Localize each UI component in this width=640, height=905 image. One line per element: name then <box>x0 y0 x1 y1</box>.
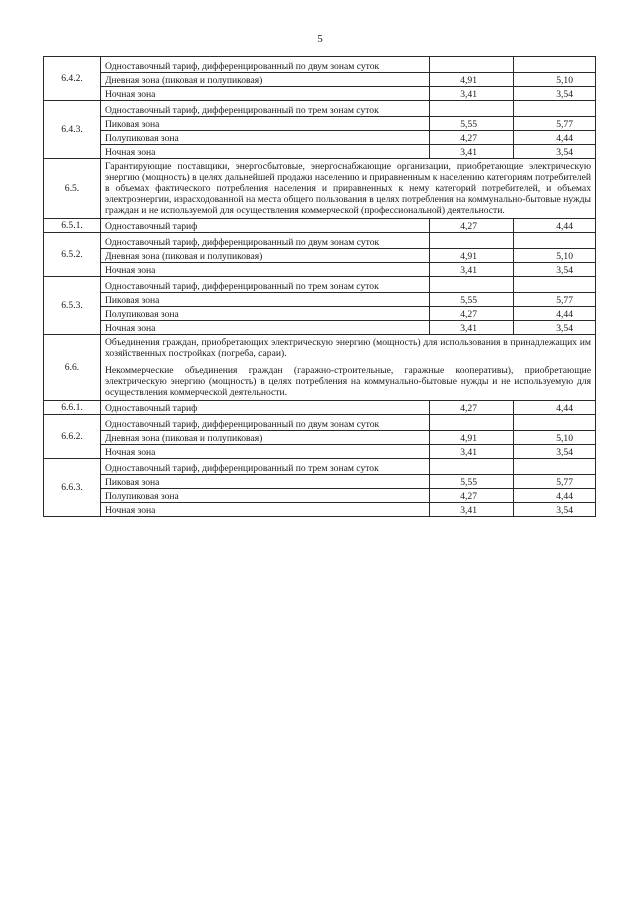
tariff-label: Пиковая зона <box>101 475 430 489</box>
section-description <box>101 335 596 401</box>
tariff-value-2: 4,44 <box>514 219 596 233</box>
tariff-value-2: 3,54 <box>514 321 596 335</box>
description-paragraph: Некоммерческие объединения граждан (гаражно-строительные, гаражные кооперативы), приобретающие электрическую энергию (мощность) в целях потребления на коммунально-бытовые нужды и не используемую для осуществления коммерческой деятельности. <box>105 365 591 398</box>
tariff-value-1: 5,55 <box>430 117 514 131</box>
tariff-label: Одноставочный тариф <box>101 401 430 415</box>
tariff-label: Дневная зона (пиковая и полупиковая) <box>101 73 430 87</box>
section-number: 6.6.2. <box>44 415 101 459</box>
table-row <box>44 445 596 459</box>
tariff-value-2: 3,54 <box>514 503 596 517</box>
tariff-value-1 <box>430 57 514 73</box>
tariff-value-1 <box>430 101 514 117</box>
tariff-value-2 <box>514 101 596 117</box>
tariff-label: Одноставочный тариф, дифференцированный по двум зонам суток <box>101 233 430 249</box>
tariff-value-1 <box>430 415 514 431</box>
description-paragraph: Объединения граждан, приобретающих электрическую энергию (мощность) для использования в принадлежащих им хозяйственных постройках (погреба, сараи). <box>105 337 591 359</box>
tariff-value-2: 5,77 <box>514 475 596 489</box>
section-description <box>101 159 596 219</box>
table-row <box>44 459 596 475</box>
table-row <box>44 101 596 117</box>
tariff-label: Одноставочный тариф, дифференцированный по трем зонам суток <box>101 277 430 293</box>
table-row <box>44 431 596 445</box>
tariff-value-1: 4,91 <box>430 73 514 87</box>
tariff-label: Полупиковая зона <box>101 131 430 145</box>
tariff-label: Дневная зона (пиковая и полупиковая) <box>101 249 430 263</box>
tariff-table-body <box>44 57 596 517</box>
table-row <box>44 307 596 321</box>
table-row <box>44 87 596 101</box>
table-row <box>44 503 596 517</box>
tariff-value-1: 4,27 <box>430 219 514 233</box>
tariff-value-1: 4,91 <box>430 249 514 263</box>
table-row <box>44 73 596 87</box>
section-description-row <box>44 335 596 401</box>
tariff-label: Ночная зона <box>101 145 430 159</box>
table-row <box>44 489 596 503</box>
tariff-value-2: 3,54 <box>514 263 596 277</box>
tariff-value-2: 5,77 <box>514 117 596 131</box>
table-row <box>44 219 596 233</box>
table-row <box>44 321 596 335</box>
tariff-value-2: 3,54 <box>514 145 596 159</box>
table-row <box>44 401 596 415</box>
tariff-value-1 <box>430 459 514 475</box>
table-row <box>44 233 596 249</box>
tariff-label: Ночная зона <box>101 321 430 335</box>
tariff-value-1: 3,41 <box>430 445 514 459</box>
tariff-label: Одноставочный тариф, дифференцированный по двум зонам суток <box>101 57 430 73</box>
tariff-value-2: 3,54 <box>514 87 596 101</box>
section-number: 6.5.2. <box>44 233 101 277</box>
tariff-label: Дневная зона (пиковая и полупиковая) <box>101 431 430 445</box>
tariff-value-2: 5,10 <box>514 73 596 87</box>
tariff-value-1: 4,27 <box>430 307 514 321</box>
tariff-label: Одноставочный тариф, дифференцированный по трем зонам суток <box>101 101 430 117</box>
table-row <box>44 249 596 263</box>
tariff-value-1: 3,41 <box>430 145 514 159</box>
tariff-label: Одноставочный тариф <box>101 219 430 233</box>
description-paragraph: Гарантирующие поставщики, энергосбытовые, энергоснабжающие организации, приобретающие электрическую энергию (мощность) в целях дальнейшей продажи населению и приравненным к населению категориям потребителей в объемах фактического потребления населения и приравненных к нему категорий потребителей, и объемах электроэнергии, израсходованной на места общего пользования в целях потребления на коммунально-бытовые нужды граждан и не используемой для осуществления коммерческой (профессиональной) деятельности. <box>105 161 591 216</box>
section-number: 6.6. <box>44 335 101 401</box>
tariff-value-1: 3,41 <box>430 503 514 517</box>
tariff-label: Полупиковая зона <box>101 489 430 503</box>
tariff-label: Одноставочный тариф, дифференцированный по трем зонам суток <box>101 459 430 475</box>
section-number: 6.4.3. <box>44 101 101 159</box>
tariff-label: Ночная зона <box>101 503 430 517</box>
tariff-value-2: 4,44 <box>514 307 596 321</box>
tariff-table <box>43 56 596 517</box>
section-number: 6.5.3. <box>44 277 101 335</box>
table-row <box>44 263 596 277</box>
table-row <box>44 415 596 431</box>
table-row <box>44 57 596 73</box>
tariff-value-1 <box>430 233 514 249</box>
table-row <box>44 131 596 145</box>
tariff-value-2 <box>514 57 596 73</box>
tariff-value-1: 5,55 <box>430 293 514 307</box>
section-number: 6.4.2. <box>44 57 101 101</box>
tariff-value-2 <box>514 277 596 293</box>
tariff-label: Ночная зона <box>101 445 430 459</box>
tariff-value-2: 5,77 <box>514 293 596 307</box>
section-number: 6.6.1. <box>44 401 101 415</box>
tariff-value-2: 4,44 <box>514 131 596 145</box>
tariff-value-1 <box>430 277 514 293</box>
tariff-value-2: 5,10 <box>514 249 596 263</box>
tariff-value-2: 4,44 <box>514 401 596 415</box>
section-number: 6.6.3. <box>44 459 101 517</box>
table-row <box>44 293 596 307</box>
page-number: 5 <box>317 33 323 45</box>
tariff-value-1: 5,55 <box>430 475 514 489</box>
section-number: 6.5. <box>44 159 101 219</box>
tariff-value-2 <box>514 459 596 475</box>
tariff-label: Пиковая зона <box>101 117 430 131</box>
tariff-label: Пиковая зона <box>101 293 430 307</box>
tariff-value-2: 4,44 <box>514 489 596 503</box>
tariff-label: Полупиковая зона <box>101 307 430 321</box>
tariff-value-1: 3,41 <box>430 321 514 335</box>
tariff-value-2 <box>514 415 596 431</box>
tariff-value-2: 5,10 <box>514 431 596 445</box>
tariff-label: Одноставочный тариф, дифференцированный по двум зонам суток <box>101 415 430 431</box>
table-row <box>44 145 596 159</box>
section-number: 6.5.1. <box>44 219 101 233</box>
tariff-value-2: 3,54 <box>514 445 596 459</box>
tariff-value-2 <box>514 233 596 249</box>
tariff-value-1: 3,41 <box>430 263 514 277</box>
table-row <box>44 277 596 293</box>
table-row <box>44 117 596 131</box>
tariff-value-1: 4,27 <box>430 131 514 145</box>
tariff-value-1: 4,27 <box>430 489 514 503</box>
tariff-value-1: 4,27 <box>430 401 514 415</box>
tariff-label: Ночная зона <box>101 87 430 101</box>
tariff-value-1: 3,41 <box>430 87 514 101</box>
tariff-label: Ночная зона <box>101 263 430 277</box>
table-row <box>44 475 596 489</box>
tariff-value-1: 4,91 <box>430 431 514 445</box>
section-description-row <box>44 159 596 219</box>
